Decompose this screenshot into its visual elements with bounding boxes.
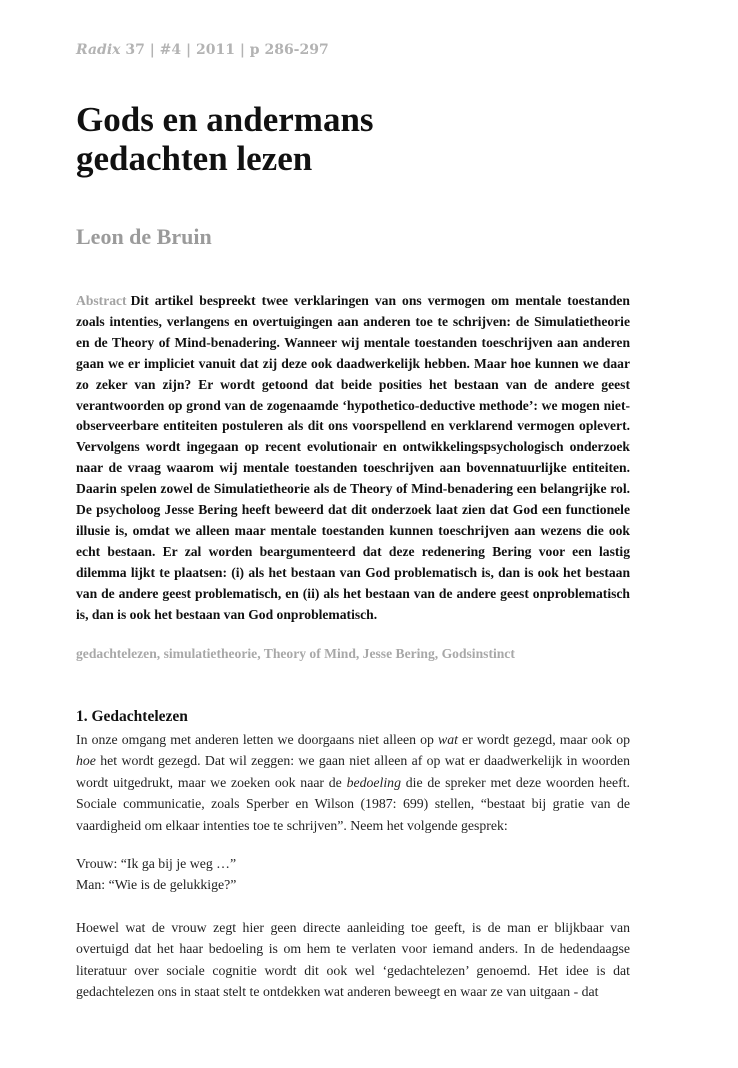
- title-line-1: Gods en andermans: [76, 100, 374, 139]
- paragraph-1-text-3: het wordt gezegd. Dat wil zeggen: we gaan niet alleen af op wat er daadwerkelijk in woorden wordt uitgedrukt, maar we zoeken ook naar de: [76, 753, 630, 790]
- dialogue: [76, 853, 630, 896]
- dialogue-line-man: Man: “Wie is de gelukkige?”: [76, 877, 237, 893]
- paragraph-1-text-4: die de spreker met deze woorden heeft. Sociale communicatie, zoals Sperber en Wilson (1987: 699) stellen, “bestaat bij gratie van de vaardigheid om elkaar intenties toe te schrijven”. Neem het volgende gesprek:: [76, 774, 630, 833]
- author-name: Leon de Bruin: [76, 224, 212, 249]
- paragraph-1: [76, 729, 630, 836]
- emphasis-wat: wat: [438, 732, 458, 747]
- running-header: [76, 42, 329, 58]
- emphasis-bedoeling: bedoeling: [346, 774, 401, 790]
- paragraph-1-text-1: In onze omgang met anderen letten we doorgaans niet alleen op: [76, 732, 438, 747]
- paragraph-1-text-2: er wordt gezegd, maar ook op: [457, 732, 630, 747]
- article-title: [76, 100, 676, 178]
- dialogue-line-woman: Vrouw: “Ik ga bij je weg …”: [76, 856, 237, 871]
- journal-name: Radix: [76, 42, 121, 58]
- section-heading: 1. Gedachtelezen: [76, 708, 188, 725]
- abstract-label: Abstract: [76, 293, 127, 308]
- citation-details: 37 | #4 | 2011 | p 286-297: [120, 42, 329, 58]
- emphasis-hoe: hoe: [76, 753, 96, 769]
- keywords: gedachtelezen, simulatietheorie, Theory of Mind, Jesse Bering, Godsinstinct: [76, 646, 515, 661]
- abstract: [76, 291, 630, 626]
- paragraph-2: Hoewel wat de vrouw zegt hier geen directe aanleiding toe geeft, is de man er blijkbaar van overtuigd dat het haar bedoeling is om hem te verlaten voor iemand anders. In de hedendaagse literatuur over sociale cognitie wordt dit ook wel ‘gedachtelezen’ genoemd. Het idee is dat gedachtelezen ons in staat stelt te ontdekken wat anderen beweegt en waar ze van uitgaan - dat: [76, 920, 630, 1000]
- abstract-text: Dit artikel bespreekt twee verklaringen van ons vermogen om mentale toestanden zoals intenties, verlangens en overtuigingen aan anderen toe te schrijven: de Simulatietheorie en de Theory of Mind-benadering. Wanneer wij mentale toestanden toeschrijven aan anderen gaan we er impliciet vanuit dat zij deze ook daadwerkelijk hebben. Maar hoe kunnen we daar zo zeker van zijn? Er wordt getoond dat beide posities het bestaan van de andere geest verantwoorden op grond van de zogenaamde ‘hypothetico-deductive methode’: we mogen niet-observeerbare entiteiten postuleren als dit ons voorspellend en verklarend vermogen oplevert. Vervolgens wordt ingegaan op recent evolutionair en ontwikkelingspsychologisch onderzoek naar de vraag waarom wij mentale toestanden toeschrijven aan bovennatuurlijke entiteiten. Daarin spelen zowel de Simulatietheorie als de Theory of Mind-benadering een belangrijke rol. De psycholoog Jesse Bering heeft beweerd dat dit onderzoek laat zien dat God een functionele illusie is, omdat we alleen maar mentale toestanden kunnen toeschrijven aan wezens die ook echt bestaan. Er zal worden beargumenteerd dat deze redenering Bering voor een lastig dilemma lijkt te plaatsen: (i) als het bestaan van God problematisch is, dan is ook het bestaan van de andere geest problematisch, en (ii) als het bestaan van de andere geest onproblematisch is, dan is ook het bestaan van God onproblematisch.: [76, 293, 630, 622]
- title-line-2: gedachten lezen: [76, 139, 313, 178]
